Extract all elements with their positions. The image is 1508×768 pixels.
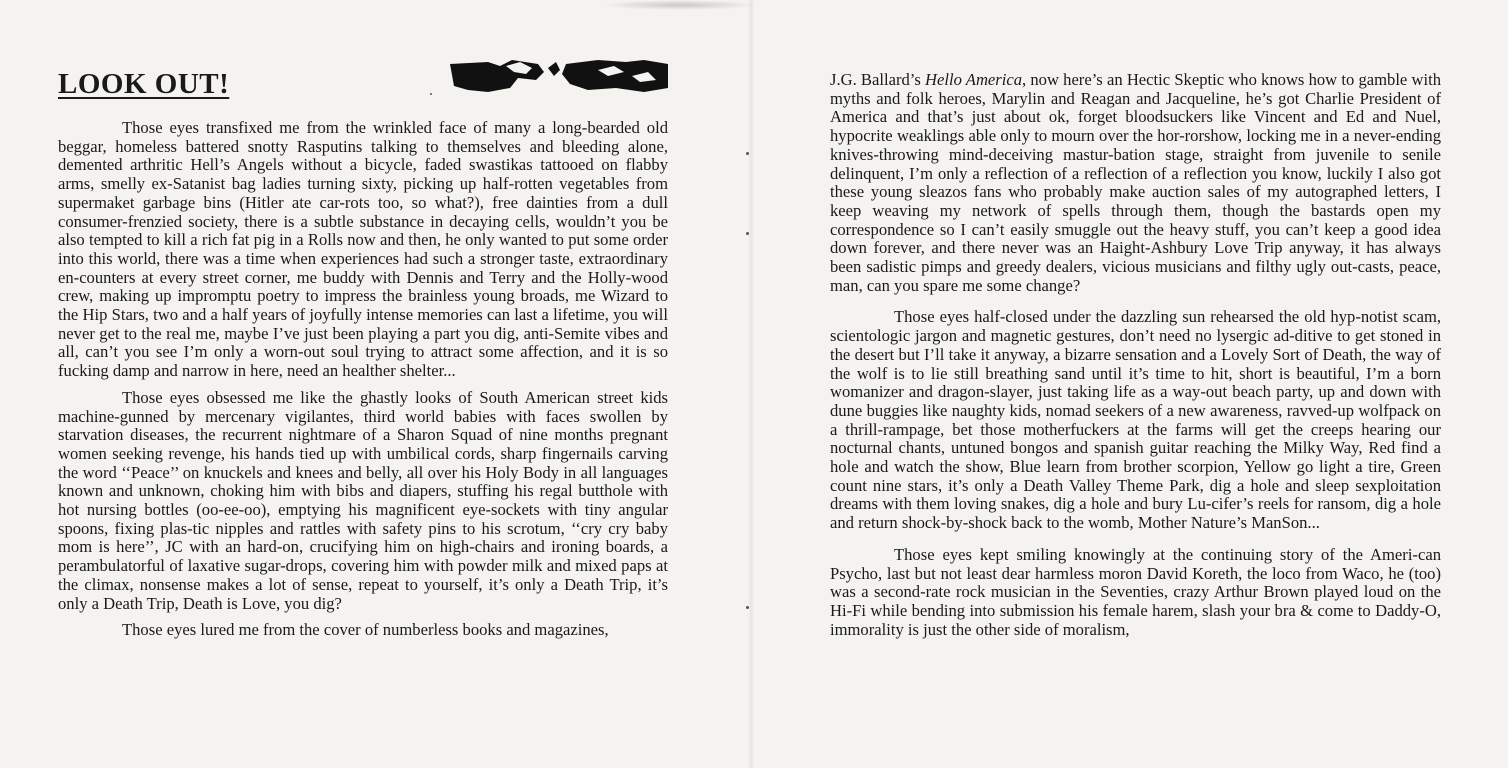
- paragraph: Those eyes transfixed me from the wrinkled face of many a long-bearded old beggar, homeless battered snotty Rasputins talking to themselves and bleeding alone, demented arthritic Hell’s Angels without a bicycle, faded swastikas tattooed on flabby arms, smelly ex-Satanist bag ladies turning sixty, picking up half-rotten vegetables from supermaket garbage bins (Hitler ate car-rots too, so what?), free dainties from a dull consumer-frenzied society, there is a subtle substance in decaying cells, wouldn’t you be also tempted to kill a rich fat pig in a Rolls now and then, he only wanted to put some order into this world, there was a time when experiences had such a stronger taste, extraordinary en-counters at every street corner, me buddy with Dennis and Terry and the Holly-wood crew, making up impromptu poetry to impress the brainless young broads, me Wizard to the Hip Stars, two and a half years of joyfully intense memories can last a lifetime, you will never get to the real me, maybe I’ve just been playing a part you dig, anti-Semite vibes and all, can’t you see I’m only a worn-out soul trying to attract some affection, and it is so fucking damp and narrow in here, need an healther shelter...: [58, 118, 668, 381]
- paper-speck: [746, 152, 749, 155]
- right-page-body: [830, 71, 1441, 639]
- paragraph: Those eyes obsessed me like the ghastly looks of South American street kids machine-gunned by mercenary vigilantes, third world babies with faces swollen by starvation diseases, the recurrent nightmare of a Sharon Squad of nine months pregnant women seeking revenge, his hands tied up with umbilical cords, sharp fingernails carving the word ‘‘Peace’’ on knuckels and knees and belly, all over his Holy Body in all languages known and unknown, choking him with bibs and diapers, stuffing his regal butthole with hot nursing bottles (oo-ee-oo), emptying his magnificent eye-sockets with tiny angular spoons, fixing plas-tic nipples and rattles with safety pins to his scrotum, ‘‘cry cry baby mom is here’’, JC with an hard-on, crucifying him on high-chairs and ironing boards, a perambulatorful of laxative sugar-drops, covering him with powder milk and mixed paps at the climax, nonsense makes a lot of sense, repeat to yourself, it’s only a Death Trip, it’s only a Death Trip, Death is Love, you dig?: [58, 387, 668, 613]
- paper-speck: [746, 232, 749, 235]
- left-page-body: [58, 119, 668, 640]
- paper-speck: [746, 606, 749, 609]
- paragraph: Those eyes kept smiling knowingly at the continuing story of the Ameri-can Psycho, last but not least dear harmless moron David Koreth, the loco from Waco, he (too) was a second-rate rock musician in the Seventies, crazy Arthur Brown played loud on the Hi-Fi while bending into submission his female harem, slash your bra & come to Daddy-O, immorality is just the other side of moralism,: [830, 544, 1441, 639]
- paragraph-lead: J.G. Ballard’s: [830, 70, 926, 89]
- book-gutter: [748, 0, 754, 768]
- page-shadow: [600, 0, 760, 10]
- book-title: Hello America: [925, 70, 1023, 89]
- ink-smudge-graphic-icon: [448, 58, 668, 94]
- paragraph: Those eyes half-closed under the dazzling sun rehearsed the old hyp-notist scam, scientologic jargon and magnetic gestures, don’t need no lysergic ad-ditive to get stoned in the desert but I’ll take it anyway, a bizarre sensation and a Lovely Sort of Death, the way of the wolf is to lie still breathing sand until it’s time to hit, short is beautiful, I’m a born womanizer and dragon-slayer, just taking life as a way-out beach party, up and down with dune buggies like naughty kids, nomad seekers of a new awareness, ravved-up wolfpack on a thrill-rampage, bet those motherfuckers at the farms will get the creeps hearing our nocturnal chants, untuned bongos and spanish guitar reaching the Milky Way, Red find a hole and watch the show, Blue learn from brother scorpion, Yellow go light a tire, Green count nine stars, it’s only a Death Valley Theme Park, dig a hole and sleep sexploitation dreams with them loving snakes, dig a hole and bury Lu-cifer’s reels for ransom, dig a hole and return shock-by-shock back to the womb, Mother Nature’s ManSon...: [830, 307, 1441, 533]
- page-title: LOOK OUT!: [58, 68, 230, 100]
- paragraph: Those eyes lured me from the cover of numberless books and magazines,: [122, 620, 609, 640]
- paragraph-rest: , now here’s an Hectic Skeptic who knows how to gamble with myths and folk heroes, Marylin and Reagan and Jacqueline, he’s got Charlie President of America and that’s just about ok, forget bloodsuckers like Vincent and Ed and Nuel, hypocrite weaklings able only to mourn over the hor-rorshow, locking me in a never-ending knives-throwing mind-deceiving mastur-bation stage, straight from juvenile to senile delinquent, I’m only a reflection of a reflection of a reflection you know, luckily I also got these young sleazos fans who probably make auction sales of my autographed letters, I keep weaving my network of spells through them, though the bastards open my correspondence so I can’t easily smuggle out the heavy stuff, you can’t keep a good idea down forever, and there never was an Haight-Ashbury Love Trip anyway, it has always been sadistic pimps and greedy dealers, vicious musicians and filthy ugly out-casts, peace, man, can you spare me some change?: [830, 70, 1441, 295]
- paragraph: [830, 71, 1441, 295]
- paper-speck: [430, 93, 432, 95]
